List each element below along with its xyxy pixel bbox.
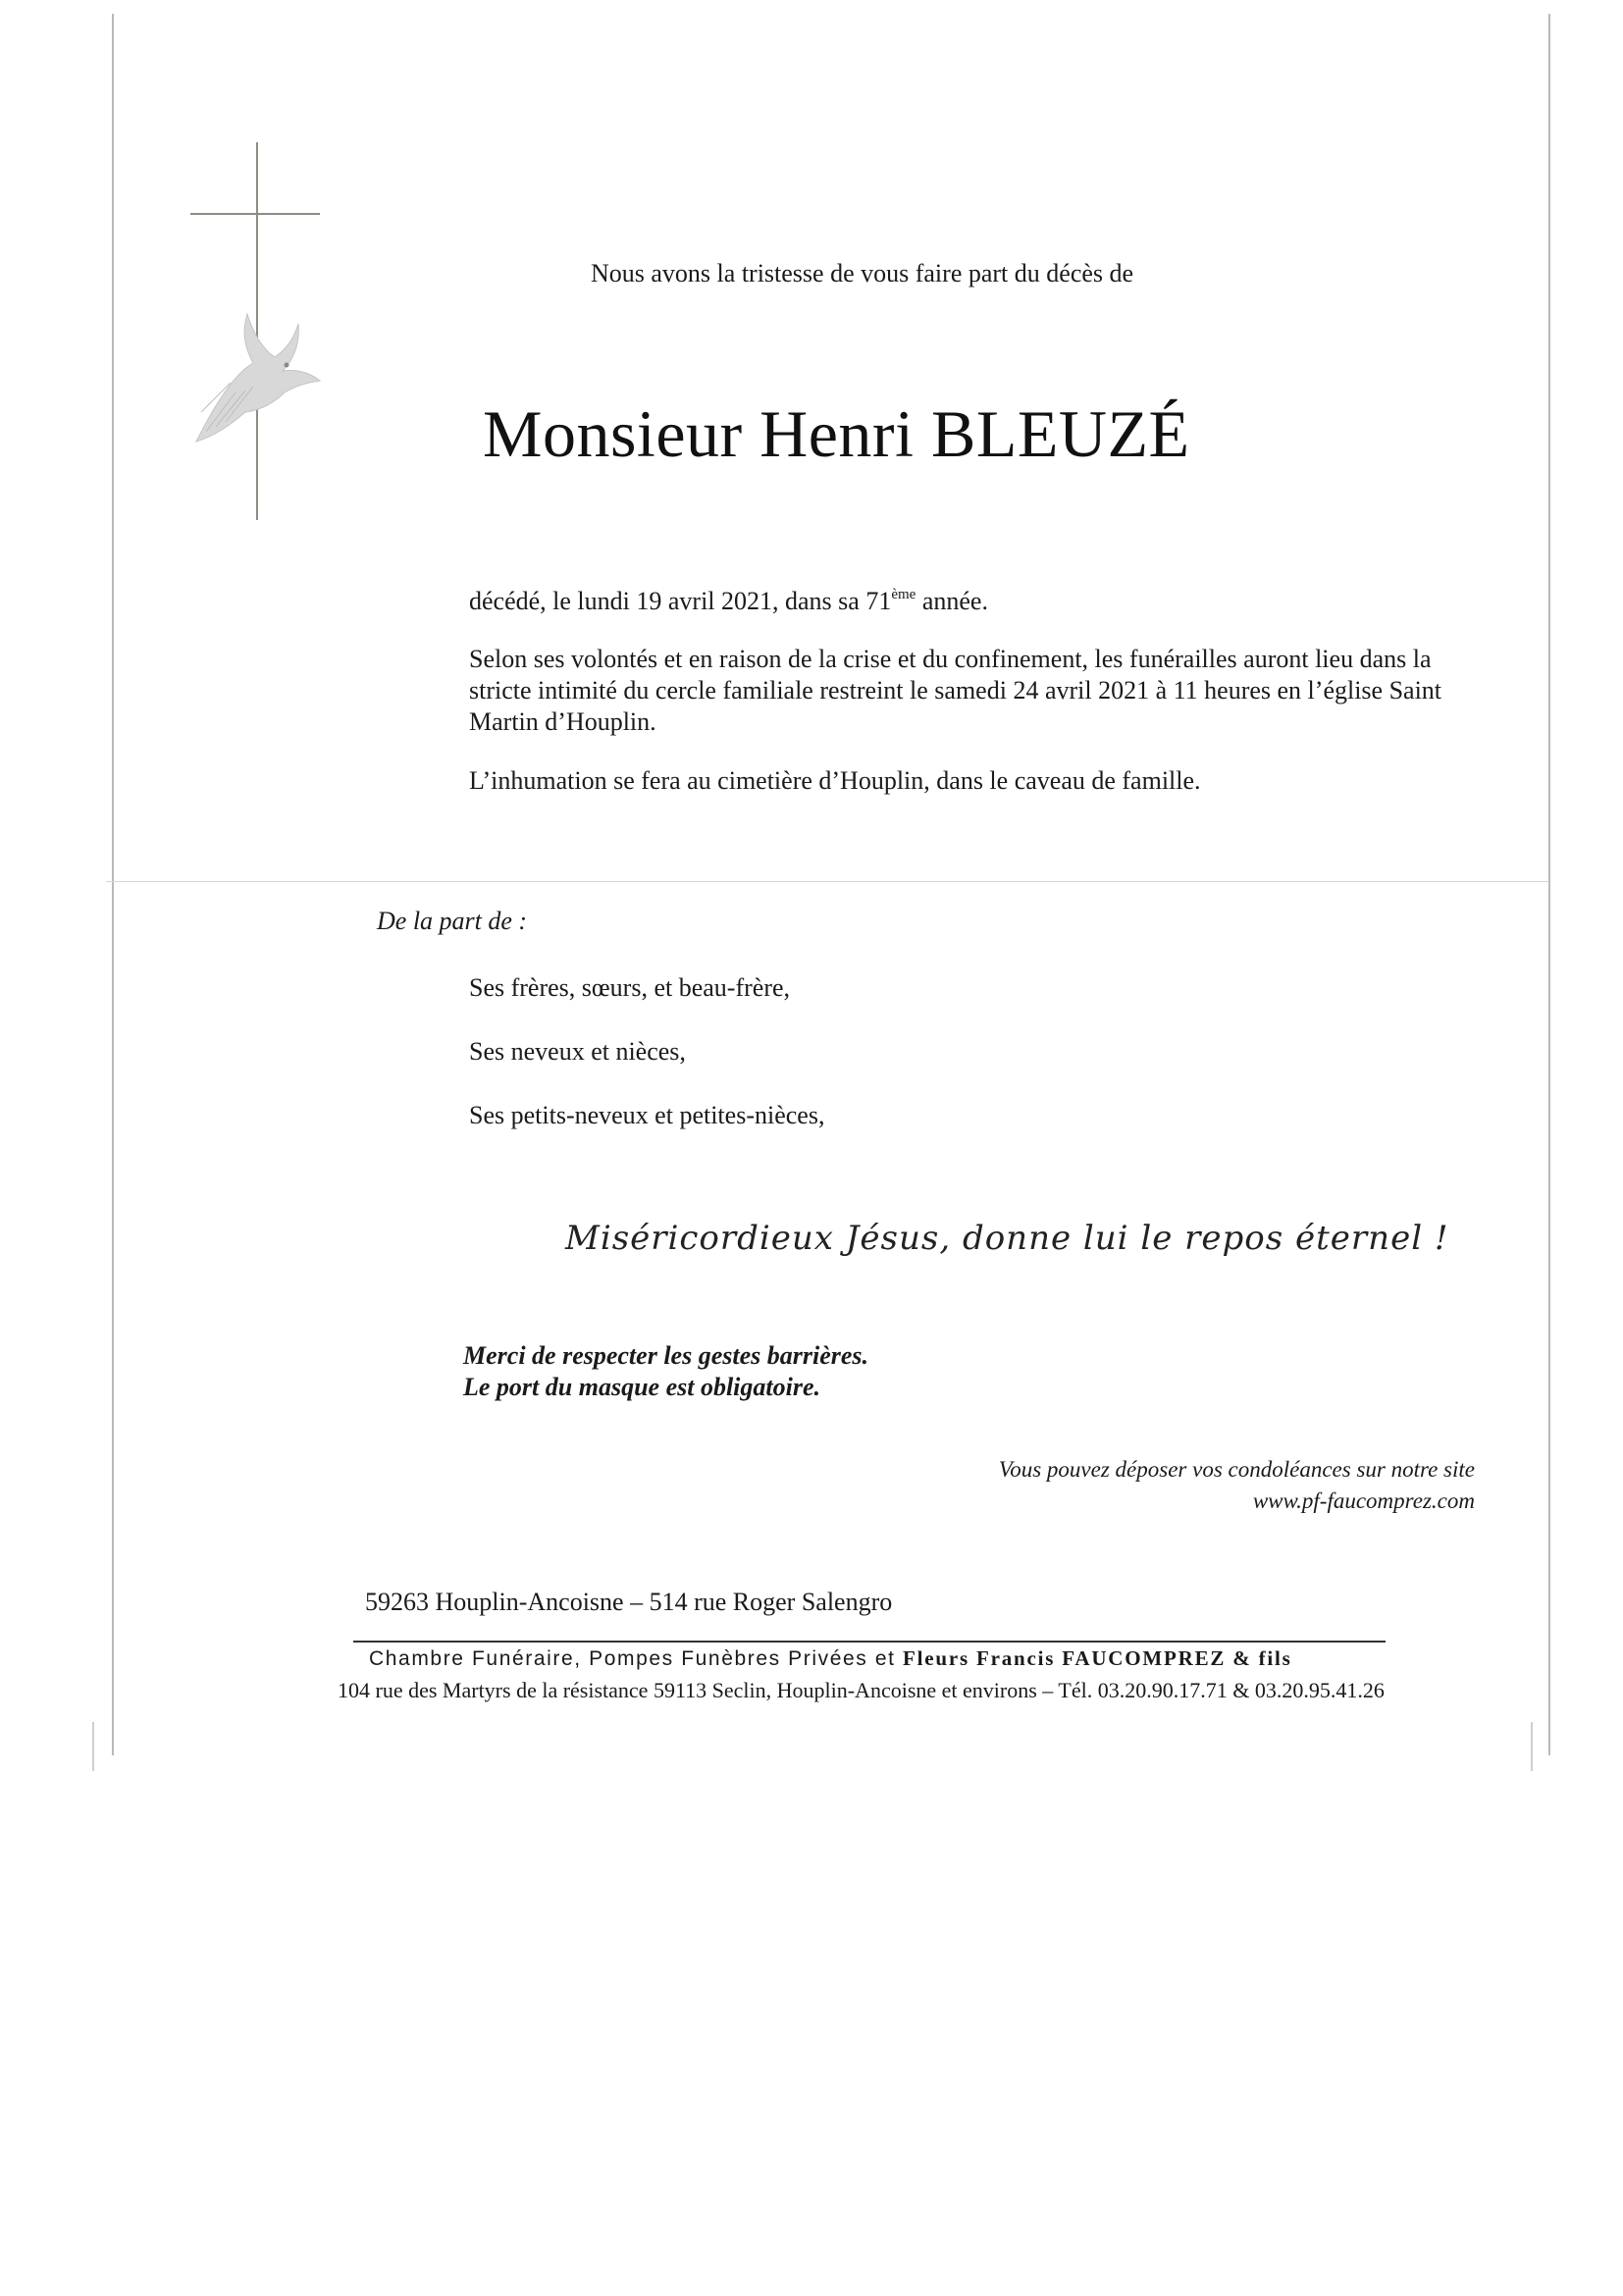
from-label: De la part de : <box>377 907 528 935</box>
funeral-home-name <box>369 1646 1292 1671</box>
dove-icon <box>177 255 334 471</box>
prayer-text: Miséricordieux Jésus, donne lui le repos éternel ! <box>565 1219 1449 1258</box>
cross-icon <box>177 142 334 520</box>
church-address: 59263 Houplin-Ancoisne – 514 rue Roger Salengro <box>365 1588 893 1616</box>
fold-line <box>106 881 1548 882</box>
funeral-paragraph: Selon ses volontés et en raison de la crise et du confinement, les funérailles auront lieu dans la stricte intimité du cercle familiale restreint le samedi 24 avril 2021 à 11 heures en l’église Saint Martin d’Houplin. <box>469 645 1442 736</box>
covid-notice-line: Le port du masque est obligatoire. <box>463 1373 820 1401</box>
family-line: Ses neveux et nièces, <box>469 1037 686 1066</box>
covid-notice-line: Merci de respecter les gestes barrières. <box>463 1341 869 1370</box>
death-statement <box>469 579 988 617</box>
burial-paragraph: L’inhumation se fera au cimetière d’Houplin, dans le caveau de famille. <box>469 766 1201 795</box>
page-edge-right <box>1548 14 1550 1755</box>
footer-rule <box>353 1641 1386 1643</box>
funeral-home-services: Chambre Funéraire, Pompes Funèbres Privées et <box>369 1647 903 1670</box>
death-statement-text: décédé, le lundi 19 avril 2021, dans sa 71 <box>469 587 892 615</box>
family-line: Ses frères, sœurs, et beau-frère, <box>469 973 791 1002</box>
page-edge-right-lower <box>1531 1722 1533 1771</box>
page-edge-left-lower <box>92 1722 94 1771</box>
intro-text: Nous avons la tristesse de vous faire part du décès de <box>591 259 1134 287</box>
family-line: Ses petits-neveux et petites-nièces, <box>469 1101 825 1129</box>
page-edge-left <box>112 14 114 1755</box>
condolences-text: Vous pouvez déposer vos condoléances sur notre site <box>998 1457 1475 1482</box>
condolences-website-link[interactable]: www.pf-faucomprez.com <box>1252 1488 1475 1513</box>
death-statement-end: année. <box>916 587 988 615</box>
covid-notice <box>463 1340 868 1403</box>
funeral-home-contact: 104 rue des Martyrs de la résistance 59113 Seclin, Houplin-Ancoisne et environs – Tél. 03.20.90.17.71 & 03.20.95.41.26 <box>338 1678 1385 1702</box>
condolences-note <box>883 1454 1475 1517</box>
cross-horizontal-bar <box>190 213 320 215</box>
ordinal-superscript: ème <box>891 587 916 602</box>
deceased-name: Monsieur Henri BLEUZÉ <box>483 396 1190 471</box>
funeral-home-brand: Fleurs Francis FAUCOMPREZ & fils <box>902 1646 1292 1670</box>
